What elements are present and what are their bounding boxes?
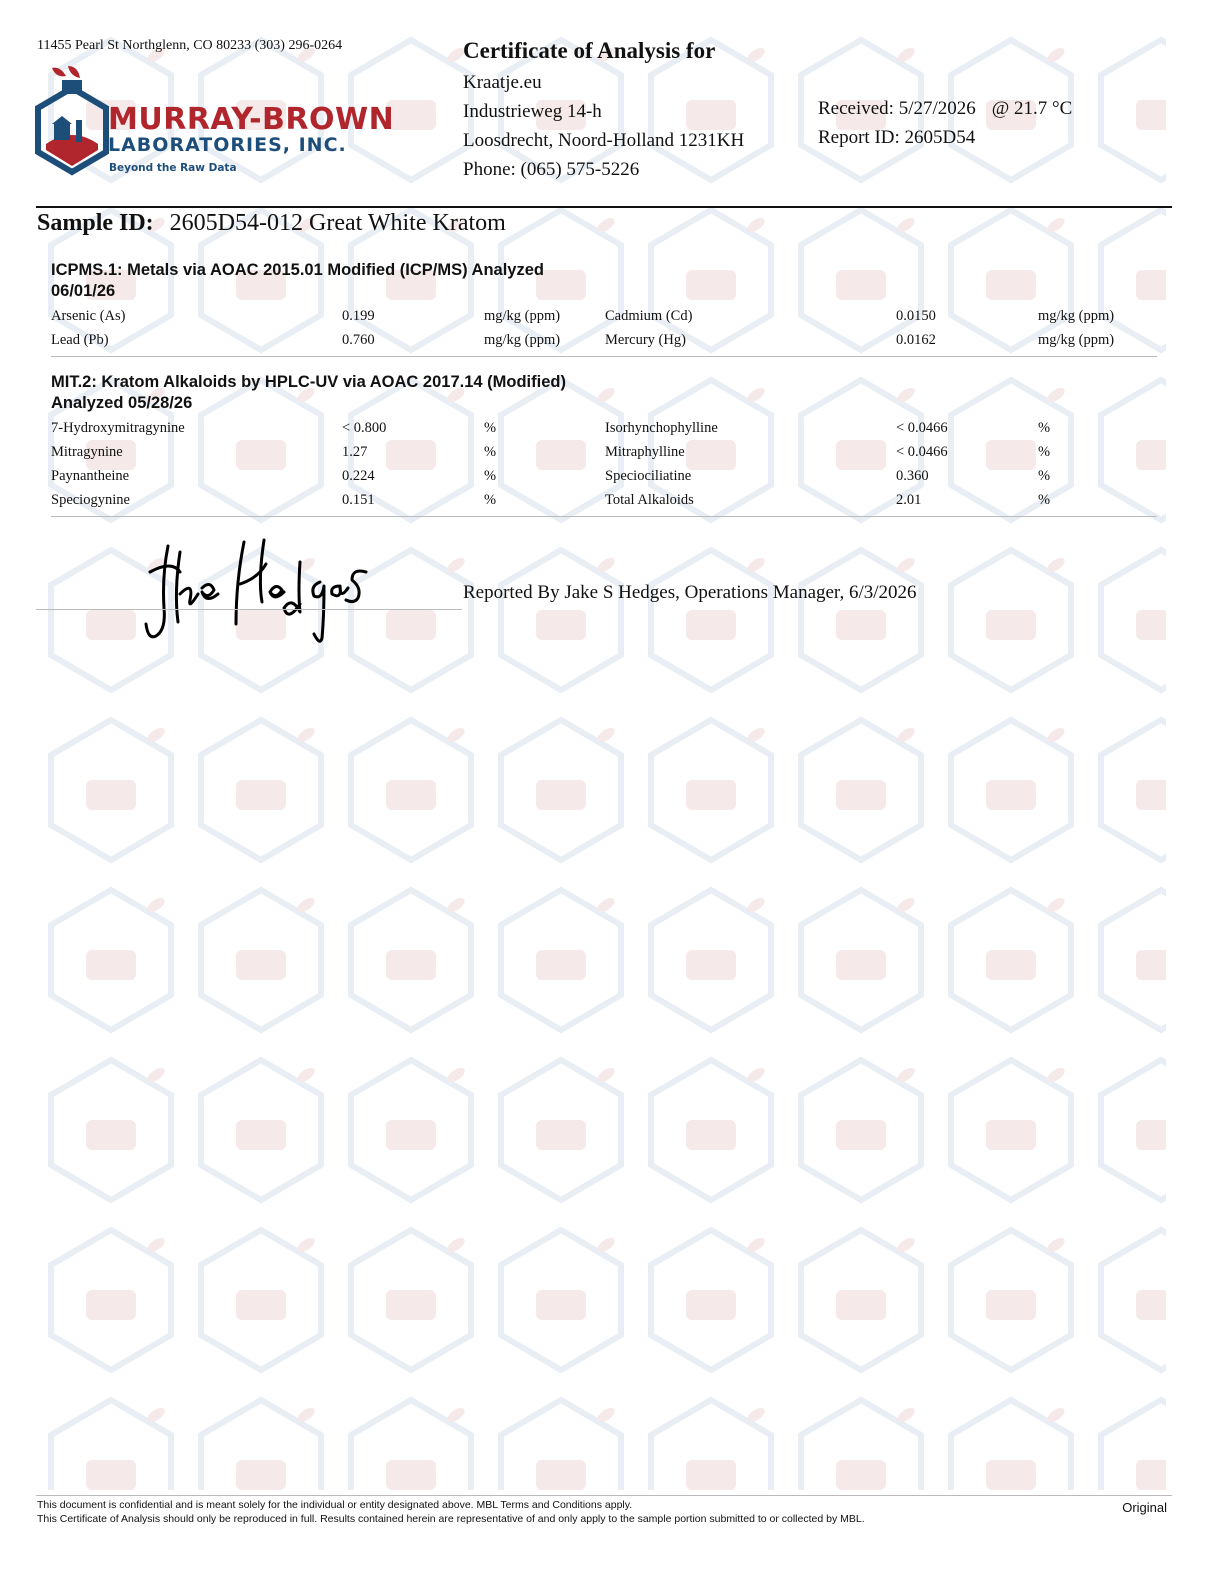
analyte-name: Mercury (Hg) [605,332,686,348]
certificate-title: Certificate of Analysis for [463,38,716,63]
disclaimer-line-2: This Certificate of Analysis should only be reproduced in full. Results contained herein are representative of and only apply to the sample portion submitted to or collected by MBL. [37,1513,865,1525]
header-divider [36,206,1172,208]
analyte-value: < 0.0466 [896,444,948,460]
analyte-unit: % [484,444,497,460]
analyte-value: 2.01 [896,492,922,508]
section-divider [51,356,1157,357]
table-row [51,468,1161,492]
client-city: Loosdrecht, Noord-Holland 1231KH [463,130,745,151]
copy-status: Original [1122,1500,1167,1515]
flask-barn-logo-icon [32,64,112,176]
analyte-value: 0.0150 [896,308,936,324]
analyte-value: 0.360 [896,468,929,484]
analyte-name: Lead (Pb) [51,332,109,348]
table-row [51,444,1161,468]
analyte-name: Isorhynchophylline [605,420,718,436]
analyte-unit: % [1038,492,1051,508]
footer-disclaimer [37,1498,865,1526]
analyte-name: Speciogynine [51,492,130,508]
received-date: Received: 5/27/2026 [818,98,976,119]
analyte-name: Mitragynine [51,444,123,460]
analyte-unit: % [1038,444,1051,460]
analyte-unit: mg/kg (ppm) [484,332,561,348]
client-block [463,38,744,184]
analyte-value: 0.0162 [896,332,936,348]
reported-by: Reported By Jake S Hedges, Operations Manager, 6/3/2026 [463,582,917,603]
section-divider [51,516,1157,517]
sample-id [37,210,506,237]
receipt-block [818,94,1072,152]
analyte-unit: % [484,468,497,484]
analyte-value: 1.27 [342,444,368,460]
sample-id-label: Sample ID: [37,210,154,236]
analyte-value: 0.760 [342,332,375,348]
lab-address: 11455 Pearl St Northglenn, CO 80233 (303) 296-0264 [37,38,343,53]
analyte-name: 7-Hydroxymitragynine [51,420,185,436]
analyte-unit: % [484,420,497,436]
footer-divider [36,1495,1172,1496]
analyte-name: Mitraphylline [605,444,685,460]
report-id: Report ID: 2605D54 [818,127,976,148]
client-street: Industrieweg 14-h [463,101,602,122]
analyte-name: Speciociliatine [605,468,692,484]
analyte-unit: mg/kg (ppm) [484,308,561,324]
analyte-name: Total Alkaloids [605,492,694,508]
analyte-unit: % [484,492,497,508]
table-row [51,492,1161,516]
metals-section-title: ICPMS.1: Metals via AOAC 2015.01 Modified (ICP/MS) Analyzed 06/01/26 [51,261,544,300]
received-temperature: @ 21.7 °C [991,98,1073,119]
client-phone: Phone: (065) 575-5226 [463,159,640,180]
analyte-unit: % [1038,468,1051,484]
analyte-name: Cadmium (Cd) [605,308,693,324]
logo-subtitle: LABORATORIES, INC. [108,134,347,156]
analyte-value: < 0.0466 [896,420,948,436]
analyte-name: Arsenic (As) [51,308,126,324]
table-row [51,332,1161,356]
alkaloids-section-title: MIT.2: Kratom Alkaloids by HPLC-UV via AOAC 2017.14 (Modified) Analyzed 05/28/26 [51,373,566,412]
analyte-name: Paynantheine [51,468,130,484]
sample-id-value: 2605D54-012 Great White Kratom [169,210,506,236]
analyte-value: < 0.800 [342,420,387,436]
analyte-unit: mg/kg (ppm) [1038,308,1115,324]
table-row [51,420,1161,444]
analyte-unit: % [1038,420,1051,436]
handwritten-signature [140,532,370,648]
analyte-value: 0.151 [342,492,375,508]
logo-name: MURRAY-BROWN [108,102,395,137]
client-name: Kraatje.eu [463,72,542,93]
analyte-value: 0.199 [342,308,375,324]
table-row [51,308,1161,332]
disclaimer-line-1: This document is confidential and is meant solely for the individual or entity designated above. MBL Terms and Conditions apply. [37,1499,633,1511]
lab-logo [32,64,402,180]
analyte-unit: mg/kg (ppm) [1038,332,1115,348]
analyte-value: 0.224 [342,468,375,484]
logo-tagline: Beyond the Raw Data [109,162,237,174]
signature-line [36,609,462,610]
